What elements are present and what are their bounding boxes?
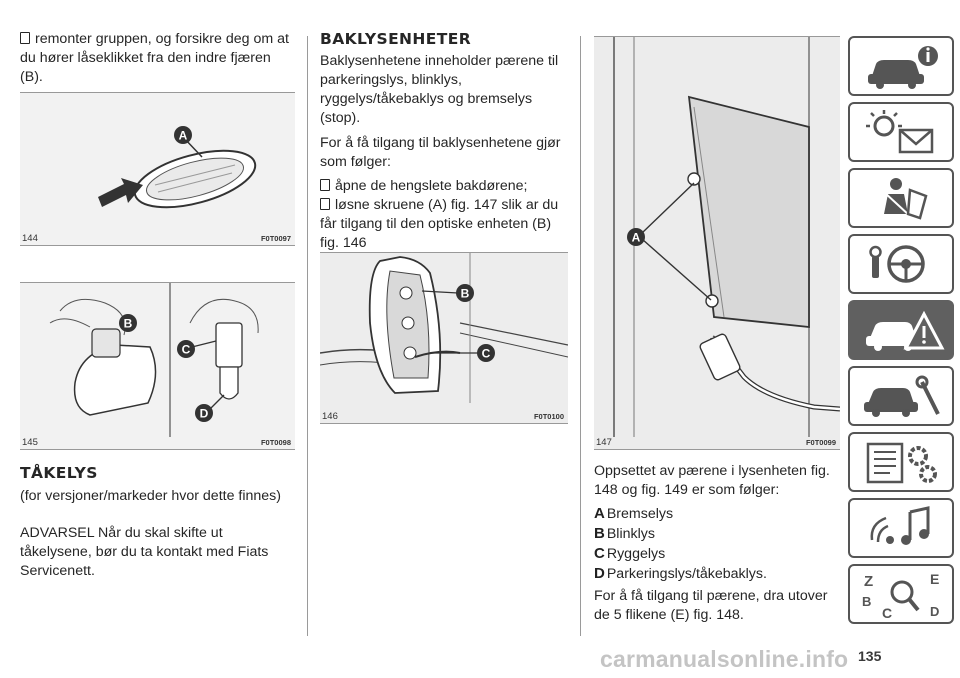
column-1: [20, 30, 295, 87]
list-item: D Parkeringslys/tåkebaklys.: [594, 565, 767, 582]
fog-lamp-bulb-illustration: [20, 283, 295, 450]
index-letter: D: [930, 604, 940, 619]
index-letter: Z: [864, 573, 874, 590]
fog-light-section: [20, 464, 295, 581]
page-number: 135: [858, 648, 882, 664]
marker-c-label: C: [481, 346, 491, 361]
figure-code: F0T0099: [805, 438, 836, 447]
marker-a-label: A: [178, 128, 188, 143]
bullet-box-icon: [320, 179, 330, 191]
column-3-text: [594, 462, 840, 625]
list-item: C Ryggelys: [594, 545, 666, 562]
warning-lights-icon: [850, 104, 952, 160]
list-item: B Blinklys: [594, 525, 655, 542]
figure-number: 144: [22, 233, 38, 244]
seat-safety-icon: [850, 170, 952, 226]
car-info-icon: [850, 38, 952, 94]
emergency-car-icon: [850, 302, 952, 358]
specifications-icon: [850, 434, 952, 490]
figure-144: [20, 92, 295, 246]
paragraph: Oppsettet av pærene i lysenheten fig. 148 og fig. 149 er som følger:: [594, 463, 830, 498]
figure-147: [594, 36, 840, 450]
warning-text: ADVARSEL Når du skal skifte ut tåkelysene, bør du ta kontakt med Fiats Servicenett.: [20, 525, 269, 579]
list-item: A Bremselys: [594, 505, 674, 522]
paragraph: For å få tilgang til pærene, dra utover de 5 flikene (E) fig. 148.: [594, 588, 828, 623]
section-heading: TÅKELYS: [20, 464, 98, 482]
figure-145: [20, 282, 295, 450]
figure-code: F0T0097: [260, 234, 291, 243]
fog-lamp-illustration: [20, 93, 295, 246]
car-maintenance-icon: [850, 368, 952, 424]
tab-steering-key[interactable]: [848, 234, 954, 294]
section-heading: BAKLYSENHETER: [320, 30, 472, 48]
column-2: [320, 30, 568, 272]
multimedia-icon: [850, 500, 952, 556]
rear-light-unit-illustration: [320, 253, 568, 424]
section-subtitle: (for versjoner/markeder hvor dette finnes): [20, 488, 282, 504]
index-letter: E: [930, 571, 940, 587]
index-letter: B: [862, 594, 872, 609]
intro-paragraph: remonter gruppen, og forsikre deg om at du hører låseklikket fra den indre fjæren (B).: [20, 31, 289, 85]
watermark: carmanualsonline.info: [600, 646, 849, 672]
list-item: løsne skruene (A) fig. 147 slik ar du får tilgang til den optiske enheten (B) fig. 146: [320, 197, 559, 251]
index-letter: C: [882, 605, 893, 621]
steering-key-icon: [850, 236, 952, 292]
figure-number: 146: [322, 411, 338, 422]
marker-a-label: A: [631, 230, 641, 245]
marker-c-label: C: [181, 342, 191, 357]
tab-multimedia[interactable]: [848, 498, 954, 558]
tab-maintenance[interactable]: [848, 366, 954, 426]
bullet-box-icon: [320, 198, 330, 210]
bullet-box-icon: [20, 32, 30, 44]
paragraph: Baklysenhetene inneholder pærene til parkeringslys, blinklys, ryggelys/tåkebaklys og bremselys (stop).: [320, 53, 559, 126]
figure-code: F0T0100: [533, 412, 564, 421]
marker-b-label: B: [123, 316, 133, 331]
figure-code: F0T0098: [260, 438, 291, 447]
figure-146: [320, 252, 568, 424]
rear-door-light-illustration: [594, 37, 840, 450]
marker-b-label: B: [460, 286, 470, 301]
figure-number: 145: [22, 437, 38, 448]
tab-emergency[interactable]: [848, 300, 954, 360]
column-divider: [307, 36, 308, 636]
tab-warning-lights[interactable]: [848, 102, 954, 162]
list-item: åpne de hengslete bakdørene;: [320, 177, 568, 196]
marker-d-label: D: [199, 406, 209, 421]
tab-car-info[interactable]: [848, 36, 954, 96]
bulb-list: [594, 504, 840, 584]
tab-seat-safety[interactable]: [848, 168, 954, 228]
tab-specifications[interactable]: [848, 432, 954, 492]
figure-number: 147: [596, 437, 612, 448]
tab-index[interactable]: [848, 564, 954, 624]
index-icon: [850, 566, 952, 622]
paragraph: For å få tilgang til baklysenhetene gjør som følger:: [320, 135, 561, 170]
column-divider: [580, 36, 581, 636]
